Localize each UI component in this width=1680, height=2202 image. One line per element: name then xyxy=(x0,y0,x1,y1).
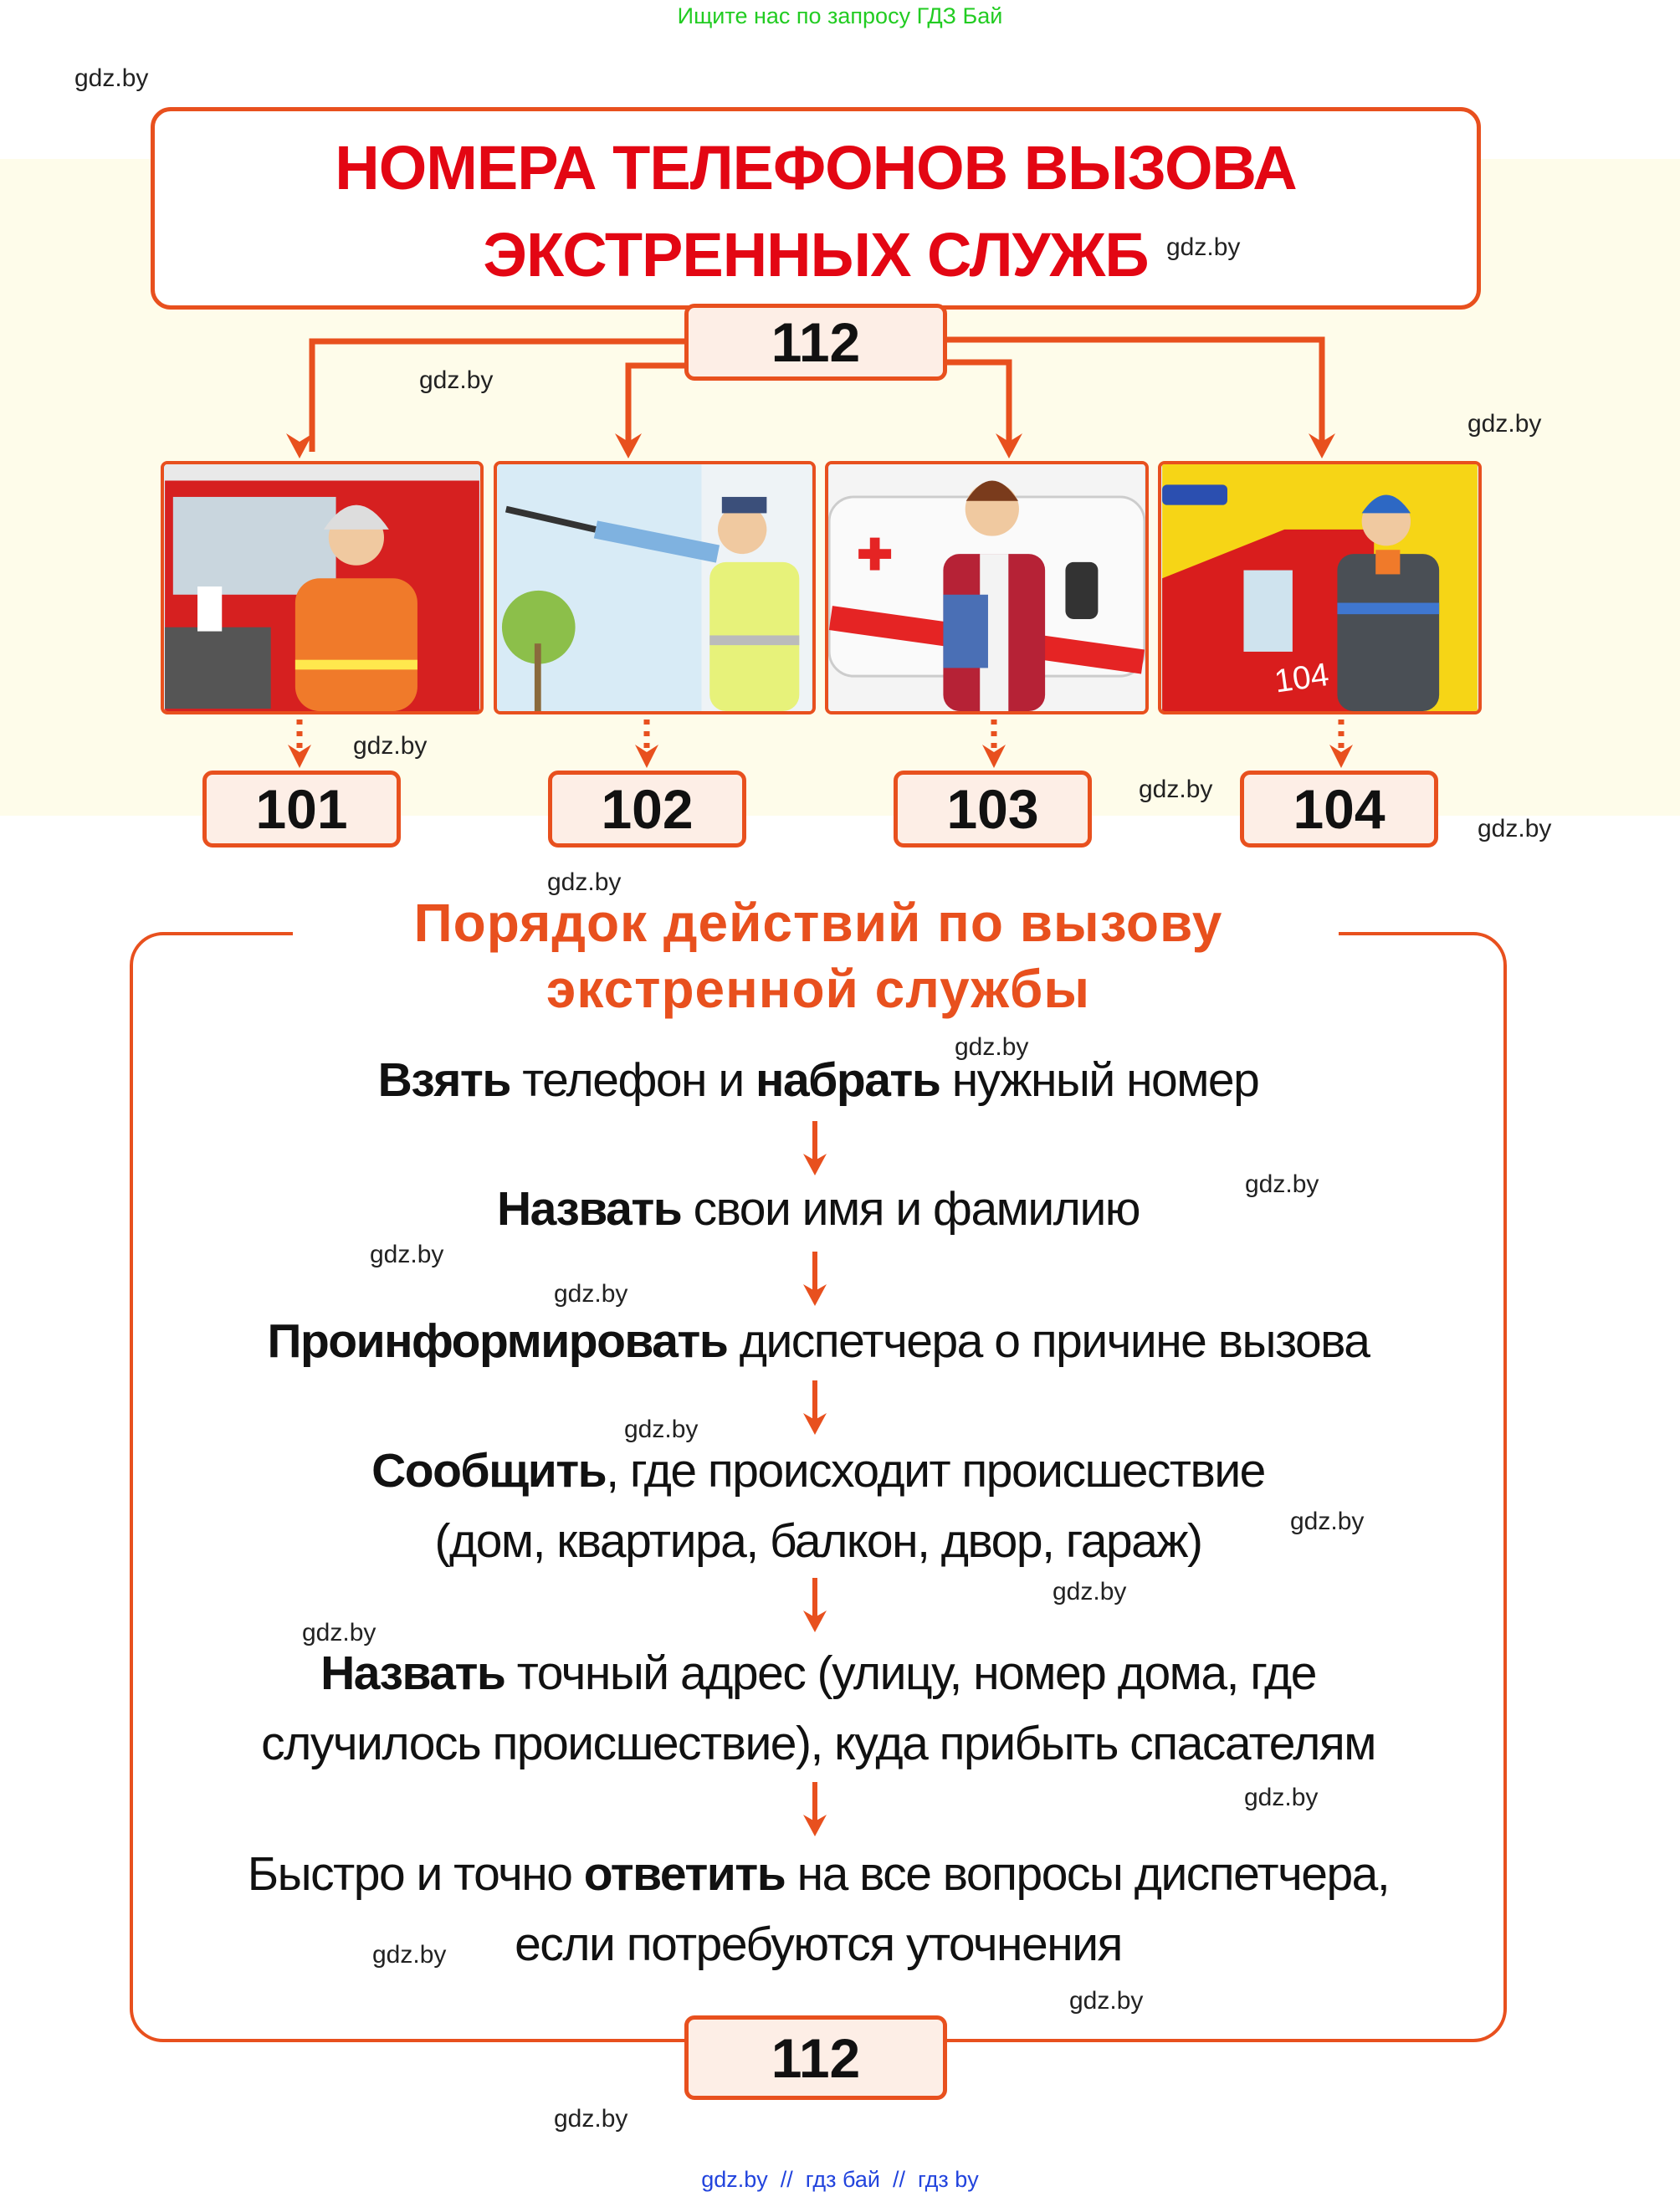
van-number: 104 xyxy=(1272,656,1332,700)
watermark: gdz.by xyxy=(372,1941,447,1969)
number-102-box: 102 xyxy=(548,771,746,848)
number-101-box: 101 xyxy=(202,771,401,848)
watermark: gdz.by xyxy=(74,64,149,92)
watermark: gdz.by xyxy=(370,1241,444,1268)
step-4-detail: (дом, квартира, балкон, двор, гараж) xyxy=(434,1514,1202,1568)
police-officer-illustration xyxy=(494,461,816,714)
footer-links[interactable]: gdz.by // гдз бай // гдз by xyxy=(701,2167,979,2192)
step-2: Назвать свои имя и фамилию xyxy=(496,1182,1140,1236)
step-5-detail: случилось происшествие), куда прибыть спасателям xyxy=(261,1717,1375,1770)
arrow-head xyxy=(286,433,313,458)
watermark: gdz.by xyxy=(1245,1170,1319,1198)
title-line-2: ЭКСТРЕННЫХ СЛУЖБ xyxy=(483,220,1149,289)
number-104-box: 104 xyxy=(1240,771,1438,848)
step-arrows xyxy=(0,1088,1680,1857)
search-hint: Ищите нас по запросу ГДЗ Бай xyxy=(677,3,1003,28)
watermark: gdz.by xyxy=(1478,815,1552,842)
doctor-ambulance-illustration xyxy=(825,461,1149,714)
step-6-detail: если потребуются уточнения xyxy=(515,1918,1122,1971)
procedure-heading-line-1: Порядок действий по вызову xyxy=(413,893,1223,953)
watermark: gdz.by xyxy=(1244,1784,1319,1811)
watermark: gdz.by xyxy=(547,868,622,896)
step-4: Сообщить, где происходит происшествие xyxy=(371,1444,1265,1498)
title-line-1: НОМЕРА ТЕЛЕФОНОВ ВЫЗОВА xyxy=(335,133,1297,202)
watermark: gdz.by xyxy=(1166,233,1241,261)
number-112-box: 112 xyxy=(684,304,947,381)
step-5: Назвать точный адрес (улицу, номер дома, где xyxy=(320,1646,1316,1700)
watermark: gdz.by xyxy=(353,732,428,760)
watermark: gdz.by xyxy=(1139,776,1213,803)
firefighter-illustration xyxy=(161,461,484,714)
watermark: gdz.by xyxy=(624,1416,699,1443)
watermark: gdz.by xyxy=(1053,1578,1127,1605)
number-103-box: 103 xyxy=(894,771,1092,848)
watermark: gdz.by xyxy=(1290,1508,1365,1535)
watermark: gdz.by xyxy=(1069,1987,1144,2015)
watermark: gdz.by xyxy=(419,366,494,394)
step-6: Быстро и точно ответить на все вопросы диспетчера, xyxy=(247,1847,1390,1901)
watermark: gdz.by xyxy=(955,1033,1029,1061)
watermark: gdz.by xyxy=(302,1619,376,1646)
procedure-heading-line-2: экстренной службы xyxy=(545,959,1091,1019)
step-1: Взять телефон и набрать нужный номер xyxy=(377,1053,1259,1107)
final-number-112-box: 112 xyxy=(684,2015,947,2100)
watermark: gdz.by xyxy=(1467,410,1542,438)
gas-service-worker-illustration xyxy=(1158,461,1482,714)
watermark: gdz.by xyxy=(554,2105,628,2133)
step-3: Проинформировать диспетчера о причине вызова xyxy=(267,1314,1370,1368)
watermark: gdz.by xyxy=(554,1280,628,1308)
